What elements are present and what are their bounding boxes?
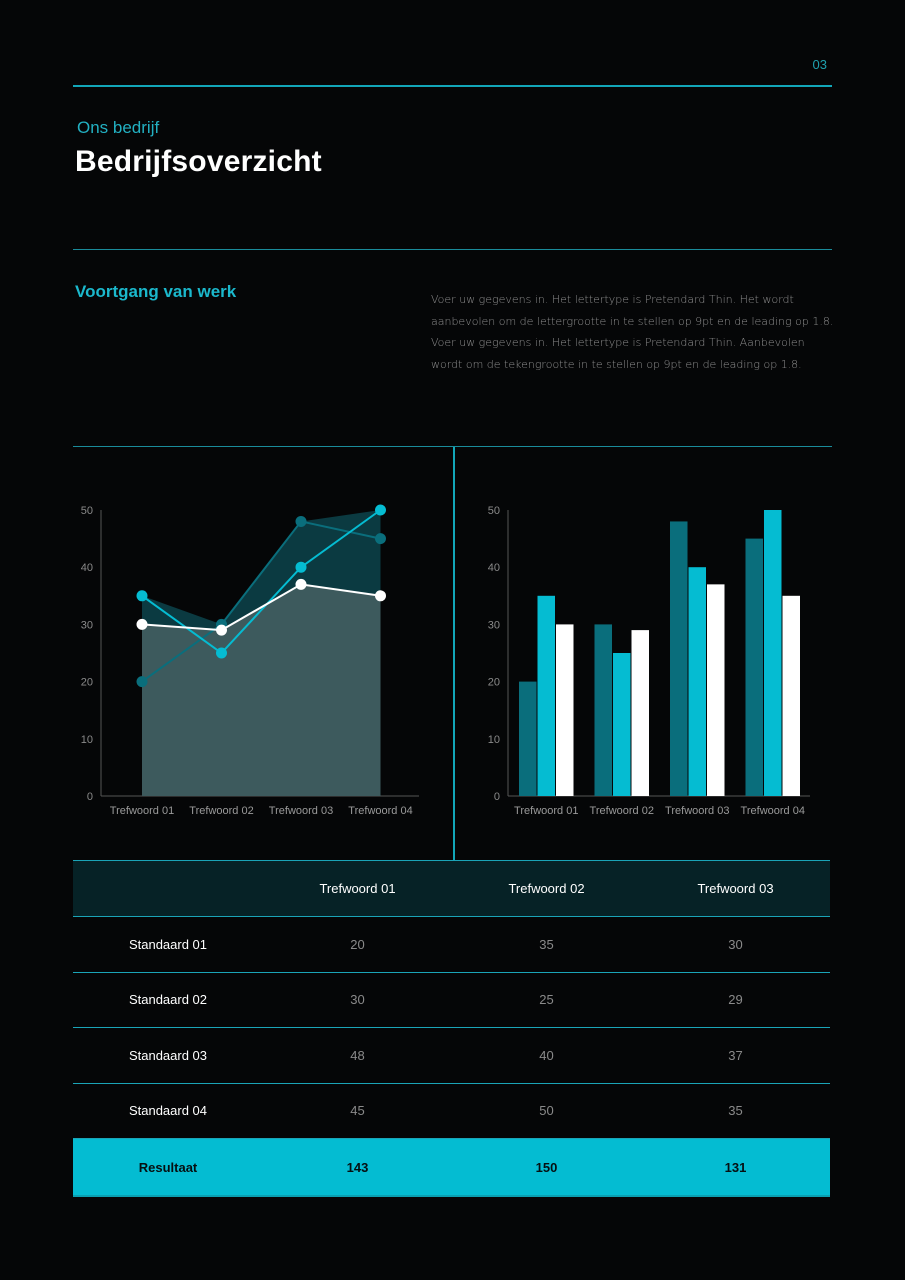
table-header-cell: Trefwoord 03 bbox=[697, 881, 774, 896]
bar bbox=[764, 510, 782, 796]
y-tick-label: 20 bbox=[487, 676, 500, 689]
table-header-row bbox=[73, 860, 830, 917]
table-cell: 35 bbox=[728, 1103, 743, 1119]
table-total-row bbox=[73, 1139, 830, 1197]
row-label: Standaard 02 bbox=[128, 992, 208, 1008]
x-tick-label: Trefwoord 01 bbox=[109, 805, 175, 817]
data-point bbox=[216, 648, 227, 659]
y-tick-label: 40 bbox=[80, 562, 93, 575]
table-row bbox=[73, 973, 830, 1029]
bar bbox=[613, 653, 631, 796]
y-tick-label: 50 bbox=[80, 505, 93, 517]
y-tick-label: 40 bbox=[487, 562, 500, 575]
total-cell: 143 bbox=[346, 1159, 369, 1175]
bar bbox=[707, 584, 725, 796]
y-tick-label: 0 bbox=[86, 791, 93, 803]
section-divider bbox=[73, 249, 832, 250]
x-tick-label: Trefwoord 01 bbox=[514, 805, 579, 817]
page-title: Bedrijfsoverzicht bbox=[75, 145, 322, 178]
table-cell: 50 bbox=[539, 1103, 554, 1119]
y-tick-label: 30 bbox=[80, 619, 93, 632]
data-point bbox=[137, 619, 148, 630]
data-point bbox=[296, 579, 307, 590]
row-label: Standaard 04 bbox=[128, 1103, 208, 1119]
bar bbox=[689, 567, 707, 796]
x-tick-label: Trefwoord 03 bbox=[268, 805, 334, 817]
table-row bbox=[73, 1028, 830, 1084]
line-chart bbox=[73, 490, 433, 830]
total-cell: 150 bbox=[535, 1159, 558, 1175]
section-description: Voer uw gegevens in. Het lettertype is Pretendard Thin. Het wordt aanbevolen om de lettergrootte in te stellen op 9pt en de leading op 1.8. Voer uw gegevens in. Het lettertype is Pretendard Thin. Aanbevolen wordt om de tekengrootte in te stellen op 9pt en de leading op 1.8. bbox=[431, 293, 834, 372]
data-table bbox=[73, 860, 830, 1197]
table-cell: 30 bbox=[728, 936, 743, 952]
page-number: 03 bbox=[812, 57, 827, 72]
y-tick-label: 10 bbox=[80, 733, 93, 746]
table-cell: 20 bbox=[350, 936, 365, 952]
table-row bbox=[73, 917, 830, 973]
bar bbox=[595, 624, 613, 796]
y-tick-label: 50 bbox=[487, 505, 500, 517]
row-label: Standaard 03 bbox=[128, 1047, 208, 1063]
table-cell: 37 bbox=[728, 1047, 743, 1063]
table-cell: 48 bbox=[350, 1047, 365, 1063]
row-label: Standaard 01 bbox=[128, 936, 208, 952]
x-tick-label: Trefwoord 04 bbox=[740, 805, 805, 817]
bar bbox=[556, 624, 574, 796]
data-point bbox=[375, 590, 386, 601]
y-tick-label: 10 bbox=[487, 733, 500, 746]
bar bbox=[538, 596, 556, 796]
total-label: Resultaat bbox=[138, 1159, 198, 1175]
data-point bbox=[375, 533, 386, 544]
x-tick-label: Trefwoord 04 bbox=[348, 805, 413, 817]
total-cell: 131 bbox=[724, 1159, 747, 1175]
bar bbox=[746, 539, 764, 796]
data-point bbox=[296, 562, 307, 573]
bar bbox=[519, 682, 537, 796]
table-cell: 30 bbox=[350, 992, 365, 1008]
table-cell: 29 bbox=[728, 992, 743, 1008]
data-point bbox=[296, 516, 307, 527]
table-row bbox=[73, 1084, 830, 1140]
y-tick-label: 0 bbox=[493, 791, 500, 803]
x-tick-label: Trefwoord 02 bbox=[589, 805, 654, 817]
data-point bbox=[137, 676, 148, 687]
bar bbox=[783, 596, 801, 796]
data-point bbox=[216, 625, 227, 636]
table-header-cell: Trefwoord 01 bbox=[319, 881, 396, 896]
bar-chart bbox=[470, 490, 825, 830]
table-cell: 35 bbox=[539, 936, 554, 952]
bar bbox=[670, 521, 688, 796]
table-cell: 45 bbox=[350, 1103, 365, 1119]
bar bbox=[632, 630, 650, 796]
data-point bbox=[137, 590, 148, 601]
charts-vertical-divider bbox=[453, 447, 455, 860]
table-cell: 40 bbox=[539, 1047, 554, 1063]
table-header-cell: Trefwoord 02 bbox=[508, 881, 585, 896]
data-point bbox=[375, 505, 386, 516]
section-title: Voortgang van werk bbox=[75, 282, 237, 301]
x-tick-label: Trefwoord 02 bbox=[189, 805, 254, 817]
y-tick-label: 30 bbox=[487, 619, 500, 632]
eyebrow: Ons bedrijf bbox=[77, 118, 160, 137]
table-cell: 25 bbox=[539, 992, 554, 1008]
x-tick-label: Trefwoord 03 bbox=[665, 805, 730, 817]
y-tick-label: 20 bbox=[80, 676, 93, 689]
top-divider bbox=[73, 85, 832, 87]
